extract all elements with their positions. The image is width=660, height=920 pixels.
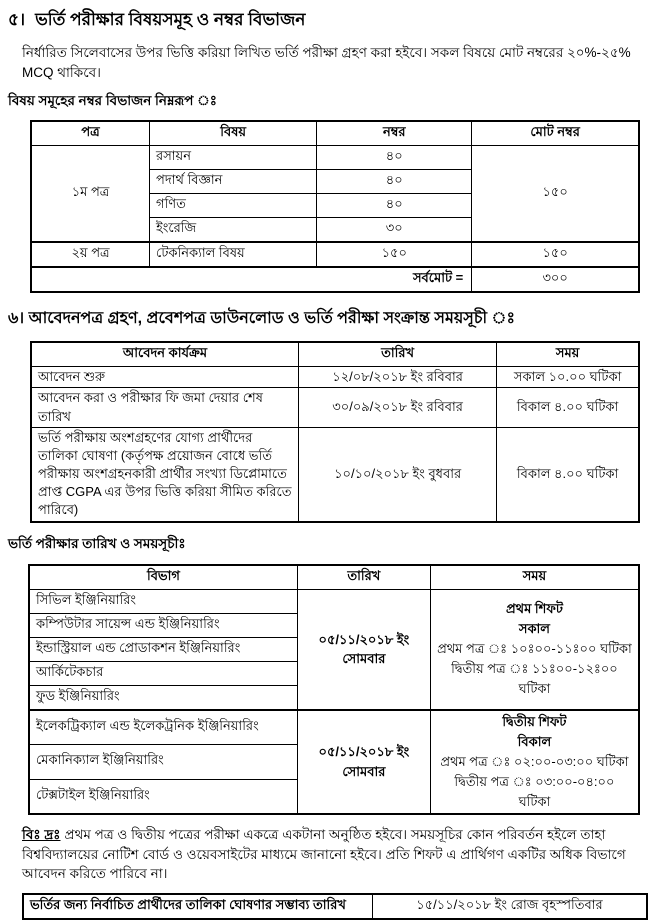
application-schedule-table [30,341,640,523]
shift2-day: সোমবার [342,763,386,779]
header-subject: বিষয় [150,121,317,146]
shift2-date-cell [297,710,430,815]
header-time: সময় [497,342,639,367]
activity-cell: আবেদন করা ও পরীক্ষার ফি জমা দেয়ার শেষ তারিখ [31,388,299,427]
shift1-name: প্রথম শিফট [505,600,563,616]
shift2-paper1-time: প্রথম পত্র ঃ ০২:০০-০৩:০০ ঘটিকা [440,753,629,769]
date-cell: ১০/১০/২০১৮ ইং বুধবার [299,427,497,521]
exam-table-header-row [29,565,639,590]
section6-title: আবেদনপত্র গ্রহণ, প্রবেশপত্র ডাউনলোড ও ভর্তি পরীক্ষা সংক্রান্ত সময়সূচী ঃ [28,310,516,328]
header-date: তারিখ [299,342,497,367]
header-paper: পত্র [31,121,150,146]
grand-total-label-cell: সর্বমোট = [31,267,472,292]
note-text: প্রথম পত্র ও দ্বিতীয় পত্রের পরীক্ষা একত্রে একটানা অনুষ্ঠিত হইবে। সময়সূচির কোন পরিবর্তন হইলে তাহা বিশ্ববিদ্যালয়ের নোটিশ বোর্ড ও ওয়েবসাইটের মাধ্যমে জানানো হইবে। প্রতি শিফট এ প্রার্থিগণ একটির অধিক বিভাগে আবেদন করিতে পারিবে না। [22,827,626,882]
section6-number: ৬। [8,310,25,328]
department-cell: ইন্ডাস্ট্রিয়াল এন্ড প্রোডাকশন ইঞ্জিনিয়ারিং [29,637,297,661]
department-cell: ইলেকট্রিক্যাল এন্ড ইলেকট্রনিক ইঞ্জিনিয়ারিং [29,710,297,745]
section5-number: ৫। [8,10,26,29]
department-cell: আর্কিটেকচার [29,661,297,685]
section5-heading [8,7,650,35]
header-time: সময় [430,565,639,590]
table-row [31,427,639,521]
activity-cell: আবেদন শুরু [31,367,299,388]
header-date: তারিখ [297,565,430,590]
section5-intro-paragraph: নির্ধারিত সিলেবাসের উপর ভিত্তি করিয়া লিখিত ভর্তি পরীক্ষা গ্রহণ করা হইবে। সকল বিষয়ে মোট নম্বরের ২০%-২৫% MCQ থাকিবে। [22,45,631,80]
time-cell: বিকাল ৪.০০ ঘটিকা [497,427,639,521]
department-cell: সিভিল ইঞ্জিনিয়ারিং [29,589,297,613]
exam-schedule-table [28,564,640,816]
header-marks: নম্বর [317,121,472,146]
note-label: বিঃ দ্রঃ [22,827,61,843]
grand-total-row [31,267,639,292]
department-cell: ফুড ইঞ্জিনিয়ারিং [29,685,297,710]
shift1-day: সোমবার [342,651,386,667]
result-value-cell: ১৫/১১/২০১৮ ইং রোজ বৃহস্পতিবার [372,894,647,919]
table-row [31,367,639,388]
marks-cell: ৩০ [317,218,472,243]
paper2-total-cell: ১৫০ [472,242,639,267]
marks-division-table [30,120,640,293]
result-label-cell: ভর্তির জন্য নির্বাচিত প্রার্থীদের তালিকা ঘোষণার সম্ভাব্য তারিখ [23,894,372,919]
shift1-time-cell [430,589,639,710]
table-row [31,146,639,170]
marks-cell: ১৫০ [317,242,472,267]
exam-schedule-heading: ভর্তি পরীক্ষার তারিখ ও সময়সূচীঃ [8,535,186,551]
subject-cell: পদার্থ বিজ্ঞান [150,170,317,194]
subject-cell: ইংরেজি [150,218,317,243]
shift1-period: সকাল [518,620,550,636]
activity-cell: ভর্তি পরীক্ষায় অংশগ্রহণের যোগ্য প্রার্থীদের তালিকা ঘোষণা (কর্তৃপক্ষ প্রয়োজন বোধে ভর্তি পরীক্ষায় অংশগ্রহনকারী প্রার্থীর সংখ্যা ডিপ্লোমাতে প্রাপ্ত CGPA এর উপর ভিত্তি করিয়া সীমিত করিতে পারিবে) [31,427,299,521]
department-cell: টেক্সটাইল ইঞ্জিনিয়ারিং [29,779,297,814]
section6-heading [8,305,650,332]
marks-table-header-row [31,121,639,146]
application-table-header-row [31,342,639,367]
marks-cell: ৪০ [317,146,472,170]
department-cell: মেকানিক্যাল ইঞ্জিনিয়ারিং [29,745,297,779]
header-activity: আবেদন কার্যক্রম [31,342,299,367]
header-department: বিভাগ [29,565,297,590]
subject-cell: টেকনিক্যাল বিষয় [150,242,317,267]
time-cell: বিকাল ৪.০০ ঘটিকা [497,388,639,427]
result-date-table [22,893,648,920]
table-row [23,894,647,919]
marks-cell: ৪০ [317,194,472,218]
shift2-time-cell [430,710,639,815]
header-total-marks: মোট নম্বর [472,121,639,146]
date-cell: ১২/০৮/২০১৮ ইং রবিবার [299,367,497,388]
grand-total-value-cell: ৩০০ [472,267,639,292]
time-cell: সকাল ১০.০০ ঘটিকা [497,367,639,388]
section5-title: ভর্তি পরীক্ষার বিষয়সমূহ ও নম্বর বিভাজন [35,10,306,29]
department-cell: কম্পিউটার সায়েন্স এন্ড ইঞ্জিনিয়ারিং [29,613,297,637]
table-row [29,710,639,745]
shift2-name: দ্বিতীয় শিফট [502,713,567,729]
shift2-period: বিকাল [517,733,552,749]
marks-table-subheading: বিষয় সমূহের নম্বর বিভাজন নিম্নরূপ ঃ [8,93,218,109]
table-row [31,388,639,427]
paper1-total-cell: ১৫০ [472,146,639,243]
paper1-label-cell: ১ম পত্র [31,146,150,243]
shift2-paper2-time: দ্বিতীয় পত্র ঃ ০৩:০০-০৪:০০ ঘটিকা [454,774,615,810]
shift1-date-cell [297,589,430,710]
table-row [31,242,639,267]
date-cell: ৩০/০৯/২০১৮ ইং রবিবার [299,388,497,427]
shift1-date: ০৫/১১/২০১৮ ইং [318,631,410,647]
marks-cell: ৪০ [317,170,472,194]
shift1-paper2-time: দ্বিতীয় পত্র ঃ ১১ঃ০০-১২ঃ০০ ঘটিকা [451,661,618,697]
shift1-paper1-time: প্রথম পত্র ঃ ১০ঃ০০-১১ঃ০০ ঘটিকা [437,641,632,657]
paper2-label-cell: ২য় পত্র [31,242,150,267]
subject-cell: রসায়ন [150,146,317,170]
shift2-date: ০৫/১১/২০১৮ ইং [318,744,410,760]
subject-cell: গণিত [150,194,317,218]
note-paragraph [22,825,648,884]
table-row [29,589,639,613]
